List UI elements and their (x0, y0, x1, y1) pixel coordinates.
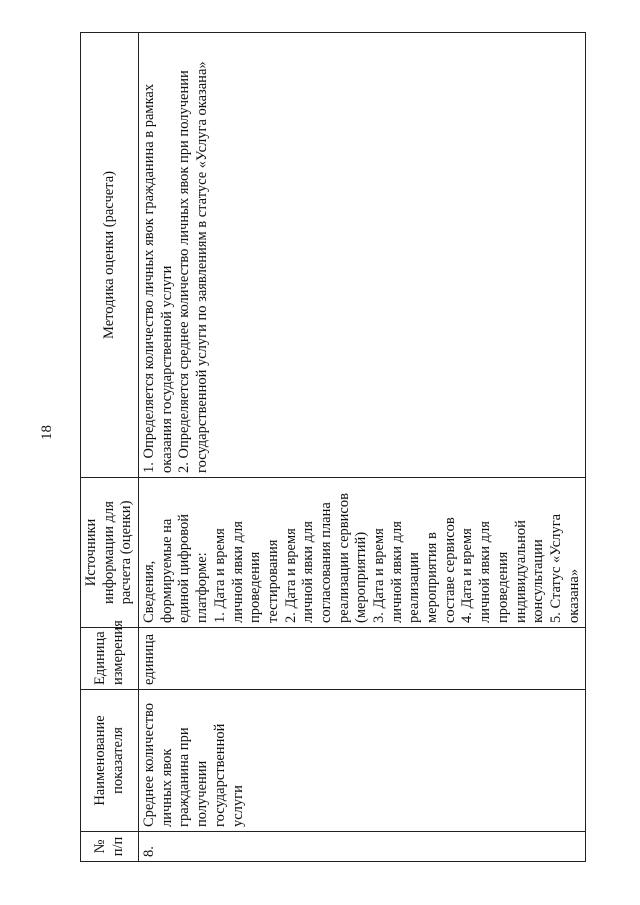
source-line: 2. Дата и время личной явки для согласования плана реализации сервисов (мероприятий) (282, 493, 370, 623)
cell-unit: единица (139, 628, 586, 690)
method-line: 2. Определяется среднее количество личных явок при получении государственной услуги по заявлениям в статусе «Услуга оказана» (176, 61, 211, 473)
method-line: 1. Определяется количество личных явок гражданина в рамках оказания государственной услуги (141, 83, 175, 473)
header-num: № п/п (81, 832, 139, 862)
cell-num: 8. (139, 832, 586, 862)
source-line: 4. Дата и время личной явки для проведения индивидуальной консультации (459, 520, 547, 623)
indicator-table (80, 32, 586, 862)
page-number: 18 (39, 425, 55, 440)
header-name: Наименование показателя (81, 690, 139, 832)
cell-name: Среднее количество личных явок гражданина при получении государственной услуги (139, 690, 586, 832)
source-line: Сведения, формируемые на единой цифровой платформе: (141, 514, 211, 623)
table-row (139, 33, 586, 862)
table-header-row (81, 33, 139, 862)
source-line: 1. Дата и время личной явки для проведения тестирования (211, 521, 281, 623)
header-sources: Источники информации для расчета (оценки) (81, 478, 139, 628)
header-unit: Единица измерения (81, 628, 139, 690)
rotated-table-wrapper (80, 32, 582, 862)
header-method: Методика оценки (расчета) (81, 33, 139, 478)
source-line: 3. Дата и время личной явки для реализации мероприятия в составе сервисов (371, 517, 458, 623)
source-line: 5. Статус «Услуга оказана» (547, 513, 582, 623)
cell-sources (139, 478, 586, 628)
cell-method (139, 33, 586, 478)
